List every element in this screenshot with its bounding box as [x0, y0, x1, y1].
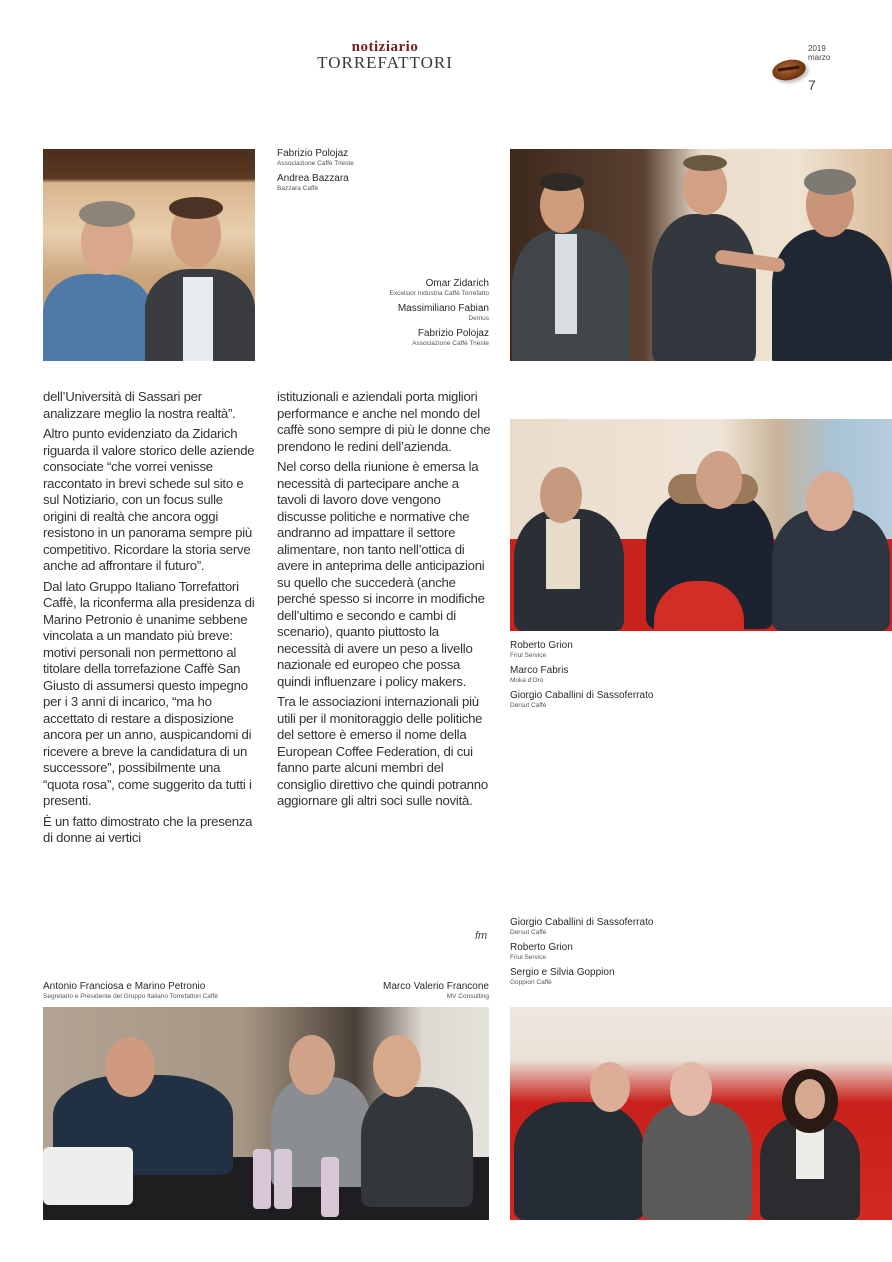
article-paragraph: Tra le associazioni internazionali più utili per il monitoraggio delle politiche del settore è emerso il nome della European Coffee Federation, di cui fanno parte alcuni membri del consiglio direttivo che quindi potranno aggiornare gli altri soci sulle novità.	[277, 694, 488, 808]
caption-item	[510, 690, 653, 710]
article-paragraph: Dal lato Gruppo Italiano Torrefattori Caffè, la riconferma alla presidenza di Marino Petronio è unanime sebbene vincolata a un mandato più breve: motivi personali non permettono al titolare della torrefazione Caffè San Giusto di assumersi questo impegno per i 3 anni di incarico, “ma ho accettato di restare a disposizione ancora per un anno, auspicandomi di ricevere a breve la candidatura di un successore”, possibilmente una “quota rosa”, come suggerito da tutti i presenti.	[43, 578, 255, 808]
caption-role: Friul Service	[510, 652, 547, 659]
caption-item	[277, 173, 354, 193]
caption-role: Excelsior Industria Caffè Torrefatto	[389, 290, 489, 297]
caption-photo1	[277, 148, 354, 198]
article-column-2	[277, 389, 491, 814]
photo-zidarich-fabian-polojaz	[510, 149, 892, 361]
caption-role: Moka d'Oro	[510, 677, 544, 684]
caption-photo5	[510, 917, 653, 992]
caption-role: MV Consulting	[446, 993, 489, 1000]
article-paragraph: istituzionali e aziendali porta migliori performance e anche nel mondo del caffè sono sempre di più le donne che prendono le redini dell’azienda.	[277, 389, 491, 454]
caption-role: Segretario e Presidente del Gruppo Italiano Torrefattori Caffè	[43, 993, 219, 1000]
caption-name: Omar Zidarich	[425, 278, 489, 289]
caption-name: Fabrizio Polojaz	[277, 148, 349, 159]
caption-name: Roberto Grion	[510, 942, 573, 953]
caption-item	[510, 942, 653, 962]
photo-franciosa-petronio-francone	[43, 1007, 489, 1220]
coffee-bean-icon	[770, 57, 807, 84]
caption-role: Demus	[468, 315, 489, 322]
article-paragraph: Nel corso della riunione è emersa la necessità di partecipare anche a tavoli di lavoro dove vengono discusse politiche e normative che andranno ad impattare il settore alimentare, non tanto nell’ottica di avere in anteprima delle anticipazioni su quello che succederà (anche perché spesso si incorre in modifiche dell’ultimo e secondo e cambi di scenario), quanto piuttosto la necessità di avere un peso a livello nazionale ed europeo che possa quindi influenzare i policy makers.	[277, 459, 485, 689]
caption-name: Andrea Bazzara	[277, 173, 349, 184]
caption-name: Giorgio Caballini di Sassoferrato	[510, 690, 654, 701]
caption-item	[510, 640, 653, 660]
caption-role: Associazione Caffè Trieste	[412, 340, 489, 347]
logo-notiziario: notiziario	[351, 39, 419, 55]
photo-polojaz-bazzara	[43, 149, 255, 361]
issue-month: marzo	[808, 53, 831, 62]
caption-name: Marco Valerio Francone	[383, 981, 489, 992]
article-paragraph: È un fatto dimostrato che la presenza di donne ai vertici	[43, 813, 253, 845]
author-signature: fm	[475, 930, 488, 942]
caption-item	[510, 665, 653, 685]
caption-name: Roberto Grion	[510, 640, 573, 651]
caption-name: Fabrizio Polojaz	[417, 328, 489, 339]
page-number: 7	[808, 77, 816, 93]
caption-item	[510, 917, 653, 937]
caption-name: Marco Fabris	[510, 665, 569, 676]
caption-role: Dersut Caffè	[510, 702, 547, 709]
caption-photo4-left	[43, 981, 218, 1001]
caption-role: Friul Service	[510, 954, 547, 961]
photo-caballini-grion-goppion	[510, 1007, 892, 1220]
caption-item	[390, 328, 489, 348]
caption-name: Giorgio Caballini di Sassoferrato	[510, 917, 654, 928]
caption-role: Goppion Caffè	[510, 979, 552, 986]
caption-item	[510, 967, 653, 987]
article-column-1	[43, 389, 257, 851]
caption-item	[390, 278, 489, 298]
issue-year: 2019	[808, 44, 826, 53]
caption-item	[390, 303, 489, 323]
article-paragraph: Altro punto evidenziato da Zidarich riguarda il valore storico delle aziende consociate “che vorrei venisse raccontato in brevi schede sul sito e sul Notiziario, con un focus sulle origini di realtà che ancora oggi resistono in un panorama sempre più competitivo. Ricordare la storia serve anche ad affrontare il futuro”.	[43, 426, 255, 573]
caption-name: Massimiliano Fabian	[397, 303, 489, 314]
caption-photo4-right	[383, 981, 489, 1001]
caption-photo3	[510, 640, 653, 715]
magazine-logo	[300, 40, 470, 71]
article-paragraph: dell’Università di Sassari per analizzare meglio la nostra realtà”.	[43, 389, 236, 421]
caption-role: Associazione Caffè Trieste	[277, 160, 354, 167]
caption-photo2	[390, 278, 489, 353]
caption-role: Dersut Caffè	[510, 929, 547, 936]
caption-role: Bazzara Caffè	[277, 185, 319, 192]
caption-name: Antonio Franciosa e Marino Petronio	[43, 981, 206, 992]
caption-item	[277, 148, 354, 168]
caption-name: Sergio e Silvia Goppion	[510, 967, 615, 978]
issue-date	[808, 44, 830, 62]
photo-grion-fabris-caballini	[510, 419, 892, 631]
logo-torrefattori: TORREFATTORI	[317, 53, 453, 72]
